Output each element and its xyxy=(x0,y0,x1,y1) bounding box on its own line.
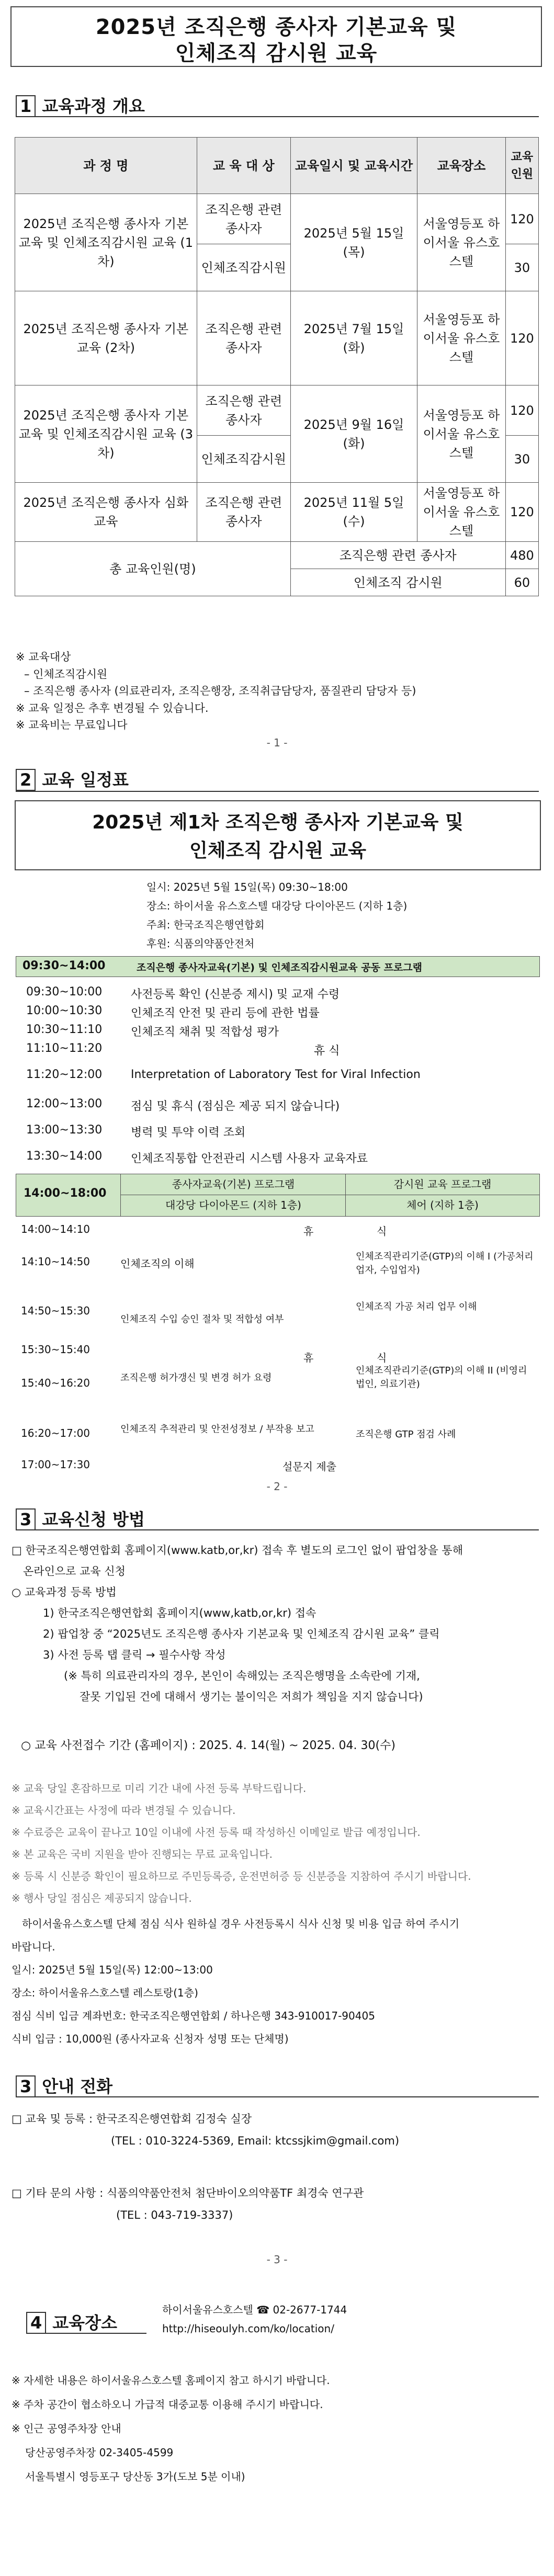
venue-info xyxy=(162,2300,347,2338)
target: 인체조직감시원 xyxy=(197,436,290,483)
info-line: 일시: 2025년 5월 15일(목) 09:30~18:00 xyxy=(146,881,348,893)
contact-info xyxy=(12,2108,545,2226)
document-title-line2: 인체조직 감시원 교육 xyxy=(175,41,378,65)
text-line: 온라인으로 교육 신청 xyxy=(23,1565,126,1578)
course-place: 서울영등포 하이서울 유스호스텔 xyxy=(417,194,506,291)
schedule-desc: 식 xyxy=(377,1225,387,1238)
text-line: (※ 특히 의료관리자의 경우, 본인이 속해있는 조직은행명을 소속란에 기재, xyxy=(64,1670,420,1682)
text-line: 1) 한국조직은행연합회 홈페이지(www,katb,or,kr) 접속 xyxy=(43,1607,316,1619)
schedule-desc: 점심 및 휴식 (점심은 제공 되지 않습니다) xyxy=(131,1100,340,1113)
info-line: 후원: 식품의약품안전처 xyxy=(146,937,255,950)
schedule-desc: 인체조직 안전 및 관리 등에 관한 법률 xyxy=(131,1007,320,1020)
header-place: 교육장소 xyxy=(417,138,506,194)
common-program-time: 09:30~14:00 xyxy=(22,959,106,972)
meal-note: 하이서울유스호스텔 단체 점심 식사 원하실 경우 사전등록시 식사 신청 및 비용 입금 하여 주시기 xyxy=(22,1917,460,1930)
schedule-time: 13:30~14:00 xyxy=(26,1150,103,1163)
table-row xyxy=(15,194,539,244)
section5-heading xyxy=(26,2310,117,2334)
note-line: ※ 교육비는 무료입니다 xyxy=(16,719,128,732)
header-count: 교육 인원 xyxy=(505,138,538,194)
meal-line: 장소: 하이서울유스호스텔 레스토랑(1층) xyxy=(12,1987,198,1999)
course-date: 2025년 11월 5일(수) xyxy=(290,483,417,542)
table-row xyxy=(15,385,539,436)
schedule-desc: 인체조직관리기준(GTP)의 이해 I (가공처리업자, 수입업자) xyxy=(356,1251,534,1276)
note-line: – 인체조직감시원 xyxy=(24,667,108,680)
note-line: ※ 행사 당일 점심은 제공되지 않습니다. xyxy=(12,1892,192,1904)
schedule-time: 13:00~13:30 xyxy=(26,1124,103,1137)
note-line: ※ 자세한 내용은 하이서울유스호스텔 홈페이지 참고 하시기 바랍니다. xyxy=(12,2374,330,2387)
note-line: ※ 교육 당일 혼잡하므로 미리 기간 내에 사전 등록 부탁드립니다. xyxy=(12,1782,307,1795)
split-time-cell xyxy=(16,1174,121,1217)
contact-label: □ 기타 문의 사항 : 식품의약품안전처 첨단바이오의약품TF 최경숙 연구관 xyxy=(12,2187,364,2199)
section3-underline xyxy=(16,1529,539,1530)
schedule-info xyxy=(146,878,407,953)
note-line: ※ 주차 공간이 협소하오니 가급적 대중교통 이용해 주시기 바랍니다. xyxy=(12,2398,323,2411)
count: 120 xyxy=(505,483,538,542)
target: 조직은행 관련 종사자 xyxy=(197,483,290,542)
course-overview-table xyxy=(15,137,539,596)
note-line: ※ 본 교육은 국비 지원을 받아 진행되는 무료 교육입니다. xyxy=(12,1848,273,1860)
target: 인체조직감시원 xyxy=(197,244,290,291)
section4-title: 안내 전화 xyxy=(42,2076,113,2096)
table-row xyxy=(15,291,539,385)
section2-title: 교육 일정표 xyxy=(42,770,129,790)
section2-heading xyxy=(16,767,129,791)
header-date: 교육일시 및 교육시간 xyxy=(290,138,417,194)
schedule-title-line1: 2025년 제1차 조직은행 종사자 기본교육 및 xyxy=(92,812,463,833)
header-target: 교 육 대 상 xyxy=(197,138,290,194)
schedule-desc: 조직은행 허가갱신 및 변경 허가 요령 xyxy=(120,1372,272,1383)
total-staff-label: 조직은행 관련 종사자 xyxy=(290,542,505,569)
registration-period: ○ 교육 사전접수 기간 (홈페이지) : 2025. 4. 14(월) ~ 2025. 04. 30(수) xyxy=(21,1739,395,1752)
common-program-title: 조직은행 종사자교육(기본) 및 인체조직감시원교육 공동 프로그램 xyxy=(137,962,423,973)
meal-line: 식비 입금 : 10,000원 (종사자교육 신청자 성명 또는 단체명) xyxy=(12,2033,289,2045)
total-monitor-label: 인체조직 감시원 xyxy=(290,569,505,596)
parking-address: 서울특별시 영등포구 당산동 3가(도보 5분 이내) xyxy=(25,2470,245,2483)
schedule-title-box xyxy=(15,800,541,870)
count: 30 xyxy=(505,436,538,483)
text-line: □ 한국조직은행연합회 홈페이지(www.katb,or,kr) 접속 후 별도의 로그인 없이 팝업창을 통해 xyxy=(12,1544,463,1557)
meal-line: 점심 식비 입금 계좌번호: 한국조직은행연합회 / 하나은행 343-910017-90405 xyxy=(12,2010,375,2022)
venue-notes xyxy=(12,2368,545,2489)
section5-underline xyxy=(26,2333,146,2334)
schedule-desc: 식 xyxy=(377,1352,387,1364)
course-place: 서울영등포 하이서울 유스호스텔 xyxy=(417,483,506,542)
schedule-time: 16:20~17:00 xyxy=(21,1427,91,1439)
right-program-header: 감시원 교육 프로그램 xyxy=(345,1174,540,1196)
total-monitor-count: 60 xyxy=(505,569,538,596)
page-number-3: - 3 - xyxy=(266,2253,288,2266)
schedule-desc: 인체조직통합 안전관리 시스템 사용자 교육자료 xyxy=(131,1152,368,1165)
section2-number: 2 xyxy=(16,769,36,791)
schedule-desc: Interpretation of Laboratory Test for Viral Infection xyxy=(131,1068,421,1081)
schedule-desc: 병력 및 투약 이력 조회 xyxy=(131,1126,246,1139)
count: 120 xyxy=(505,385,538,436)
schedule-title-line2: 인체조직 감시원 교육 xyxy=(189,840,367,861)
header-course: 과 정 명 xyxy=(15,138,197,194)
schedule-desc: 인체조직 수입 승인 절차 및 적합성 여부 xyxy=(120,1314,284,1325)
contact-label: □ 교육 및 등록 : 한국조직은행연합회 김정숙 실장 xyxy=(12,2113,252,2125)
info-line: 장소: 하이서울 유스호스텔 대강당 다이아몬드 (지하 1층) xyxy=(146,900,408,912)
common-program-bar xyxy=(16,956,540,977)
section3-title: 교육신청 방법 xyxy=(42,1510,145,1529)
section4-heading xyxy=(16,2073,112,2097)
schedule-time: 17:00~17:30 xyxy=(21,1458,91,1471)
text-line: ○ 교육과정 등록 방법 xyxy=(12,1586,117,1598)
schedule-desc: 인체조직 가공 처리 업무 이해 xyxy=(356,1301,477,1312)
target: 조직은행 관련 종사자 xyxy=(197,291,290,385)
schedule-desc: 인체조직 채취 및 적합성 평가 xyxy=(131,1026,279,1039)
course-date: 2025년 5월 15일(목) xyxy=(290,194,417,291)
note-line: ※ 등록 시 신분증 확인이 필요하므로 주민등록증, 운전면허증 등 신분증을 지참하여 주시기 바랍니다. xyxy=(12,1870,471,1882)
schedule-desc: 휴 xyxy=(303,1352,314,1364)
count: 120 xyxy=(505,291,538,385)
text-line: 3) 사전 등록 탭 클릭 → 필수사항 작성 xyxy=(43,1649,226,1661)
count: 120 xyxy=(505,194,538,244)
course-name: 2025년 조직은행 종사자 심화교육 xyxy=(15,483,197,542)
section3-heading xyxy=(16,1506,145,1530)
meal-note: 바랍니다. xyxy=(12,1940,55,1953)
split-time: 14:00~18:00 xyxy=(24,1187,107,1200)
venue-name: 하이서울유스호스텔 ☎ 02-2677-1744 xyxy=(162,2303,347,2316)
schedule-time: 15:30~15:40 xyxy=(21,1343,91,1356)
schedule-desc: 사전등록 확인 (신분증 제시) 및 교재 수령 xyxy=(131,988,340,1001)
section1-notes xyxy=(16,649,539,734)
text-line: 2) 팝업창 중 “2025년도 조직은행 종사자 기본교육 및 인체조직 감시원 교육” 클릭 xyxy=(43,1628,440,1640)
schedule-desc: 휴 xyxy=(303,1225,314,1238)
document-title-box xyxy=(10,6,542,67)
section2-underline xyxy=(16,791,539,792)
note-line: ※ 수료증은 교육이 끝나고 10일 이내에 사전 등록 때 작성하신 이메일로 발급 예정입니다. xyxy=(12,1826,421,1839)
right-program-room: 체어 (지하 1층) xyxy=(345,1195,540,1217)
venue-url[interactable]: http://hiseoulyh.com/ko/location/ xyxy=(162,2322,334,2335)
total-row xyxy=(15,542,539,569)
schedule-time: 10:00~10:30 xyxy=(26,1004,103,1017)
schedule-time: 12:00~13:00 xyxy=(26,1097,103,1110)
page-number-1: - 1 - xyxy=(266,736,288,749)
course-date: 2025년 7월 15일(화) xyxy=(290,291,417,385)
schedule-time: 09:30~10:00 xyxy=(26,985,103,998)
section1-underline xyxy=(16,116,539,117)
course-place: 서울영등포 하이서울 유스호스텔 xyxy=(417,291,506,385)
table-header-row xyxy=(15,138,539,194)
total-label: 총 교육인원(명) xyxy=(15,542,291,596)
note-line: ※ 교육시간표는 사정에 따라 변경될 수 있습니다. xyxy=(12,1804,236,1817)
section1-number: 1 xyxy=(16,95,36,117)
section1-title: 교육과정 개요 xyxy=(42,96,145,116)
note-line: ※ 교육 일정은 추후 변경될 수 있습니다. xyxy=(16,701,209,714)
schedule-time: 15:40~16:20 xyxy=(21,1377,91,1389)
left-program-header: 종사자교육(기본) 프로그램 xyxy=(120,1174,346,1196)
meal-info xyxy=(12,1912,545,2050)
left-program-room: 대강당 다이아몬드 (지하 1층) xyxy=(120,1195,346,1217)
course-date: 2025년 9월 16일(화) xyxy=(290,385,417,483)
schedule-time: 14:00~14:10 xyxy=(21,1223,91,1235)
schedule-desc: 인체조직 추적관리 및 안전성정보 / 부작용 보고 xyxy=(120,1424,314,1435)
application-steps xyxy=(12,1540,545,1707)
application-notes xyxy=(12,1777,545,1909)
schedule-time: 11:10~11:20 xyxy=(26,1042,103,1055)
course-name: 2025년 조직은행 종사자 기본교육 (2차) xyxy=(15,291,197,385)
target: 조직은행 관련 종사자 xyxy=(197,385,290,436)
schedule-desc: 인체조직관리기준(GTP)의 이해 II (비영리법인, 의료기관) xyxy=(356,1365,527,1390)
note-line: – 조직은행 종사자 (의료관리자, 조직은행장, 조직취급담당자, 품질관리 담당자 등) xyxy=(24,685,416,698)
section5-title: 교육장소 xyxy=(52,2313,117,2333)
section4-underline xyxy=(16,2096,539,2097)
section1-heading xyxy=(16,93,145,117)
total-staff-count: 480 xyxy=(505,542,538,569)
table-row xyxy=(15,483,539,542)
document-title-line1: 2025년 조직은행 종사자 기본교육 및 xyxy=(95,15,457,39)
schedule-desc: 인체조직의 이해 xyxy=(120,1257,195,1270)
section4-number: 3 xyxy=(16,2075,36,2097)
section3-number: 3 xyxy=(16,1508,36,1530)
page-number-2: - 2 - xyxy=(266,1480,288,1493)
contact-tel: (TEL : 010-3224-5369, Email: ktcssjkim@gmail.com) xyxy=(111,2135,400,2147)
info-line: 주최: 한국조직은행연합회 xyxy=(146,918,265,931)
section5-number: 4 xyxy=(26,2312,46,2334)
count: 30 xyxy=(505,244,538,291)
course-name: 2025년 조직은행 종사자 기본교육 및 인체조직감시원 교육 (1차) xyxy=(15,194,197,291)
schedule-time: 14:10~14:50 xyxy=(21,1255,91,1268)
schedule-desc: 조직은행 GTP 점검 사례 xyxy=(356,1429,456,1440)
schedule-time: 10:30~11:10 xyxy=(26,1023,103,1036)
parking-info: 당산공영주차장 02-3405-4599 xyxy=(25,2446,174,2459)
schedule-time: 14:50~15:30 xyxy=(21,1304,91,1317)
contact-tel: (TEL : 043-719-3337) xyxy=(116,2209,233,2221)
note-line: ※ 인근 공영주차장 안내 xyxy=(12,2422,121,2435)
course-place: 서울영등포 하이서울 유스호스텔 xyxy=(417,385,506,483)
target: 조직은행 관련 종사자 xyxy=(197,194,290,244)
text-line: 잘못 기입된 건에 대해서 생기는 불이익은 저희가 책임을 지지 않습니다) xyxy=(80,1690,423,1703)
meal-line: 일시: 2025년 5월 15일(목) 12:00~13:00 xyxy=(12,1964,213,1976)
schedule-desc: 설문지 제출 xyxy=(282,1460,336,1473)
course-name: 2025년 조직은행 종사자 기본교육 및 인체조직감시원 교육 (3차) xyxy=(15,385,197,483)
schedule-time: 11:20~12:00 xyxy=(26,1068,103,1081)
schedule-desc: 휴 식 xyxy=(314,1045,340,1058)
note-line: ※ 교육대상 xyxy=(16,651,71,663)
